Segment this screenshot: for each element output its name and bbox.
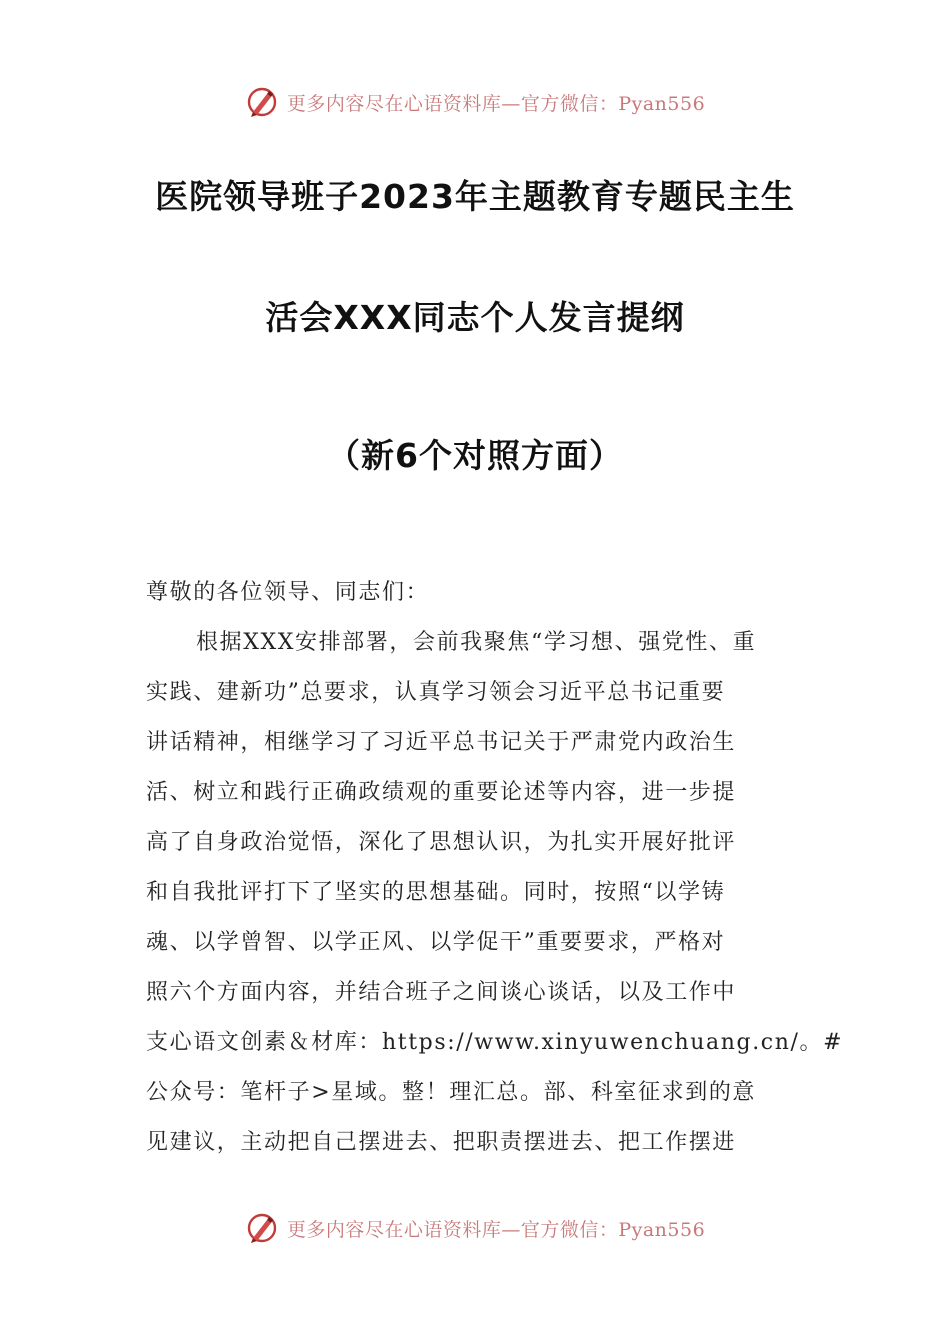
paragraph-line: 实践、建新功”总要求，认真学习领会习近平总书记重要 [146,680,726,705]
greeting: 尊敬的各位领导、同志们： [146,580,430,605]
paragraph-line: 见建议，主动把自己摆进去、把职责摆进去、把工作摆进 [146,1130,737,1155]
title-line-3: （新6个对照方面） [327,436,623,475]
body-paragraph [146,618,844,1168]
paragraph-line: 和自我批评打下了坚实的思想基础。同时，按照“以学铸 [146,880,726,905]
paragraph-line: 公众号：笔杆子>星域。整！理汇总。部、科室征求到的意 [146,1080,757,1105]
paragraph-line: 高了自身政治觉悟，深化了思想认识，为扎实开展好批评 [146,830,737,855]
footer-banner-text: 更多内容尽在心语资料库—官方微信：Pyan556 [286,1218,706,1241]
title-line-2: 活会XXX同志个人发言提纲 [265,298,685,337]
footer-banner [0,1208,950,1248]
paragraph-line: 讲话精神，相继学习了习近平总书记关于严肃党内政治生 [146,730,737,755]
paragraph-line: 魂、以学曾智、以学正风、以学促干”重要要求，严格对 [146,930,726,955]
pen-logo-icon [245,85,279,119]
paragraph-line: 活、树立和践行正确政绩观的重要论述等内容，进一步提 [146,780,737,805]
header-banner-text: 更多内容尽在心语资料库—官方微信：Pyan556 [286,92,706,115]
paragraph-line: 照六个方面内容，并结合班子之间谈心谈话，以及工作中 [146,980,737,1005]
paragraph-line: 根据XXX安排部署，会前我聚焦“学习想、强党性、重 [196,630,757,655]
title-line-1: 医院领导班子2023年主题教育专题民主生 [155,177,795,216]
paragraph-line: 支心语文创素＆材库：https://www.xinyuwenchuang.cn/。# [146,1030,844,1055]
pen-logo-icon [245,1211,279,1245]
header-banner [0,82,950,122]
